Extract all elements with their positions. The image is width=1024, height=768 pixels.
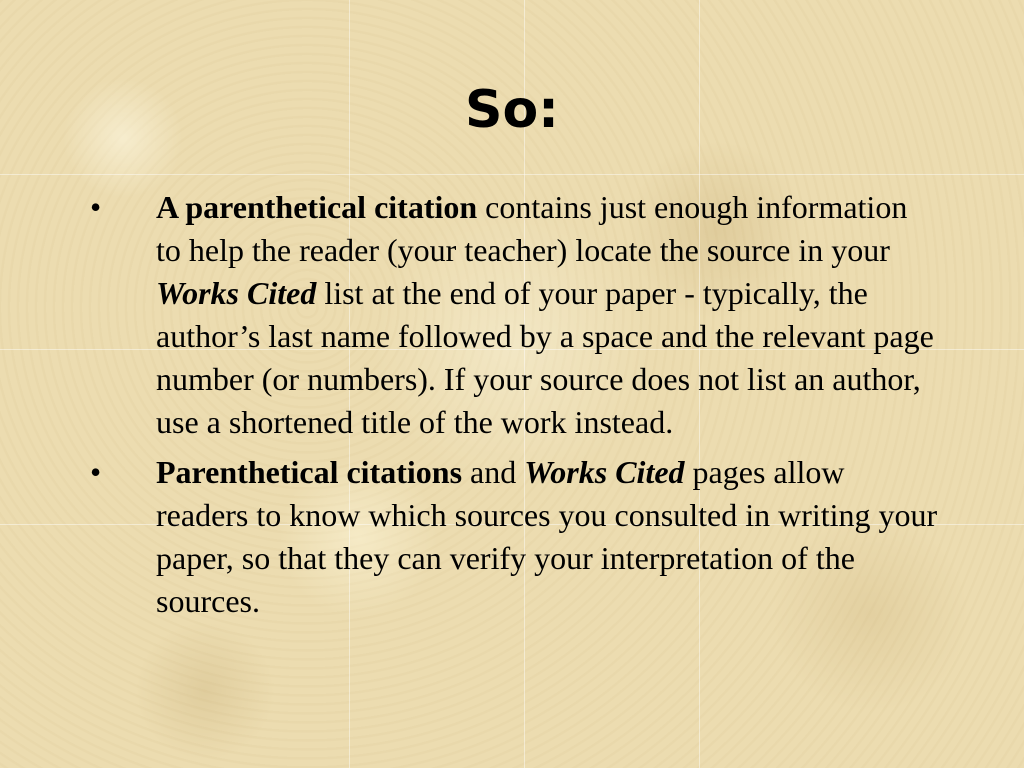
bullet-text: contains just enough information to help the reader (your teacher) locate the source in your <box>156 189 908 268</box>
bullet-marker: • <box>90 454 102 490</box>
works-cited-emphasis: Works Cited <box>156 275 317 311</box>
works-cited-emphasis: Works Cited <box>524 454 685 490</box>
bullet-list <box>90 186 940 630</box>
bullet-marker: • <box>90 189 102 225</box>
bullet-term: Parenthetical citations <box>156 454 463 490</box>
bullet-term: A parenthetical citation <box>156 189 478 225</box>
slide-title: So: <box>465 80 559 140</box>
bullet-item-citations-and-works-cited <box>90 451 940 623</box>
bullet-text: list at the end of your paper - typically, the author’s last name followed by a space and the relevant page number (or numbers). If your source does not list an author, use a shortened title of the work instead. <box>156 275 934 440</box>
bullet-text: and <box>462 454 525 490</box>
tile-seam-horizontal <box>0 174 1024 175</box>
bullet-text: pages allow readers to know which sources you consulted in writing your paper, so that they can verify your interpretation of the sources. <box>156 454 938 619</box>
bullet-item-parenthetical-citation <box>90 186 940 444</box>
